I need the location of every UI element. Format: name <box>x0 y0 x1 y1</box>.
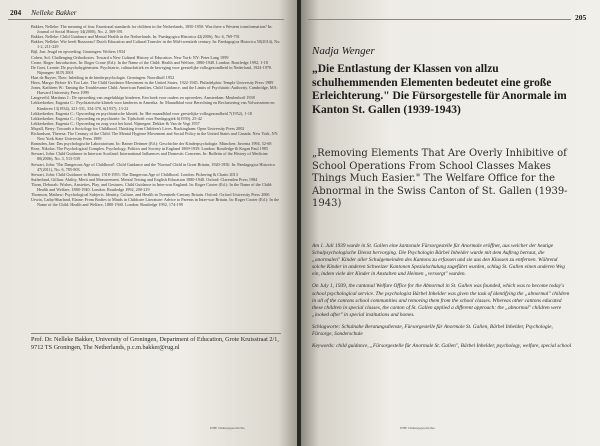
header-rule-left <box>8 19 284 20</box>
running-head-author: Nelleke Bakker <box>31 8 77 17</box>
reference-entry: Cohen, Sol: Challenging Orthodoxies. Toward a New Cultural History of Education. New York: NY: Peter Lang 1999 <box>31 54 229 60</box>
page-number-left: 204 <box>10 8 22 17</box>
author-note-rule <box>31 333 281 334</box>
reference-entry: Horn, Margo: Before It's Too Late. The Child Guidance Movement in the United States, 1922-1945. Philadelphia: Temple University Press 1989 <box>31 80 274 86</box>
page-footer-left: IJHE bildungsgeschichte <box>210 426 245 430</box>
reference-entry: Stewart, John: 'The Dangerous Age of Childhood': Child Guidance and the 'Normal' Child in Great Britain, 1920-1950. In: Paedagogica Historica 47(2011), No. 6, 785-803 <box>31 161 275 172</box>
reference-entry: Bakker, Nelleke: The meaning of fear. Emotional standards for children in the Netherlands, 1850-1950: Was there a Western transformation? In: Journal of Social History 34(2000), No. 2, 369-391 <box>31 24 273 35</box>
reference-entry: Richardson, Theresa: The Century of the Child. The Mental Hygiene Movement and Social Policy in the United States and Canada. New York, NY: New York State University Press 1989 <box>31 130 279 142</box>
reference-entry: Hart de Ruyter, Theo: Inleiding in de kinderpsychologie. Groningen: Noordhoff 1952 <box>31 74 175 80</box>
left-page <box>0 0 299 446</box>
page-footer-right: IJHE bildungsgeschichte <box>400 426 435 430</box>
article-author: Nadja Wenger <box>312 45 375 57</box>
reference-entry: Langeveld, Martinus J.: De opvoeding van ongelukkige kinderen. Een boek voor ouders en opvoeders. Amsterdam: Meulenhoff 1938 <box>31 95 255 101</box>
reference-entry: Lekkerkerker, Eugenia C.: Opvoeding en psychiatrie. In: Tijdschrift voor Paedagogiek 6(1939), 25-42 <box>31 115 202 121</box>
reference-entry: Crone, Roger: Introduction. In: Roger Crone (Ed.): In the Name of the Child: Health and Welfare, 1880-1940. London: Routledge 1992, 1-18 <box>31 59 268 65</box>
abstract-english: On July 1, 1939, the cantonal Welfare Office for the Abnormal in St. Gallen was founded, which was to become today's school psychological service. The psychologist Bärbel Inhelder was given the task of identifying the „abnormal" children in all of the cantons school communities and removing them from the school classes. Whereas other cantons educated these children in special classes, the canton of St. Gallen applied a different approach: the „abnormal" children were „looked after" in special institutions and homes. <box>312 283 570 318</box>
article-title-german: „Die Entlastung der Klassen von allzu schulhemmenden Elementen bedeutet eine große Erleichterung." Die Fürsorgestelle für Anormale im Kanton St. Gallen (1939-1943) <box>312 63 567 116</box>
abstract-german: Am 1. Juli 1939 wurde in St. Gallen eine kantonale Fürsorgestelle für Anormale eröffnet, aus welcher der heutige Schulpsychologische Dienst hervorging. Die Psychologin Bärbel Inhelder wurde mit dem Auftrag betraut, die „anormalen" Kinder aller Schulgemeinden des Kantons zu erfassen und sie aus den Klassen zu entfernen. Während solche Kinder in anderen Schweizer Kantonen Spezialschulung zugeführt wurden, schlug St. Gallen einen anderen Weg ein, indem viele der Kinder in Anstalten und Heimen „versorgt" wurden. <box>312 243 565 278</box>
reference-entry: Bakker, Nelleke: Wie heeft Rousseau? Dutch Education and Cultural Transfer in the Mid-twentieth century. In: Paedagogica Historica 50(2014), No. 1-2, 211-229 <box>31 39 281 50</box>
reference-entry: Lekkerkerker, Eugenia C.: Opvoeding en zorg voor het kind. Nijmegen: Dekker & Van de Vegt 1957 <box>31 120 200 126</box>
reference-entry: Lekkerkerker, Eugenia C.: Opvoeding en psychiatrische kliniek. In: Het maandblad voor geestelijke volksgezondheid 7(1952), 1-18 <box>31 110 253 116</box>
author-contact-note: Prof. Dr. Nelleke Bakker, University of Groningen, Department of Education, Grote Kruisstraat 2/1, 9712 TS Groningen, The Netherlands, p.c.m.bakker@rug.nl <box>31 336 279 351</box>
page-number-right: 205 <box>575 13 587 22</box>
reference-entry: Thom, Deborah: Wishes, Anxieties, Play, and Gestures. Child Guidance in Inter-war England. In: Roger Cooter (Ed.): In the Name of the Child: Health and Welfare, 1880-1940. London: Routledge 1992, 200-219 <box>31 181 273 192</box>
reference-entry: De Goei, Leonie: De psychohygiënisten. Psychiatrie, cultuurkritiek en de beweging voor geestelijke volksgezondheid in Nederland, 1924-1970. Nijmegen: SUN 2001 <box>31 64 273 75</box>
reference-entry: Sutherland, Gillian: Ability, Merit and Measurement. Mental Testing and English Education 1880-1940. Oxford: Clarendon Press 1984 <box>31 176 258 182</box>
reference-entry: Urwin, Cathy/Sharland, Elaine: From Bodies to Minds in Childcare Literature: Advice to Parents in Inter-war Britain. In: Roger Cooter (Ed.): In the Name of the Child: Health and Welfare, 1880-1940. London: Routledge 1992, 174-199 <box>31 197 279 208</box>
reference-entry: Bakker, Nelleke: Child Guidance and Mental Health in the Netherlands. In: Paedagogica Historica 42(2006), No. 6, 769-791 <box>31 34 240 40</box>
header-rule-right <box>308 19 571 20</box>
reference-entry: Thomson, Mathew: Psychological Subjects. Identity, Culture, and Health in Twentieth-Century Britain. Oxford: Oxford University Press 2006 <box>31 192 270 198</box>
keywords-german: Schlagworte: Schulnahe Beratungsdienste, Fürsorgestelle für Anormale St. Gallen, Bärbel Inhelder, Psychologie, Fürsorge, Sonderschule <box>312 323 553 338</box>
reference-entry: Jones, Kathleen W.: Taming the Troublesome Child. American Families, Child Guidance, and the Limits of Psychiatric Authority. Cambridge, MA: Harvard University Press 1999 <box>31 85 278 96</box>
reference-entry: Stewart, John: Child Guidance in Interwar Scotland: International Influences and Domestic Concerns. In: Bulletin of the History of Medicine 80(2006), No. 3, 513-539 <box>31 151 268 162</box>
article-title-english: „Removing Elements That Are Overly Inhibitive of School Operations From School Classes Makes Things Much Easier." The Welfare Office for the Abnormal in the Swiss Canton of St. Gallen (1939-1943) <box>312 148 568 209</box>
running-head-left <box>10 8 77 17</box>
reference-entry: Mayall, Berry: Towards a Sociology for Childhood. Thinking from Children's Lives. Buckingham: Open University Press 2002 <box>31 125 245 131</box>
reference-entry: Stewart, John: Child Guidance in Britain, 1918-1955: The Dangerous Age of Childhood. London: Pickering & Chatto 2013 <box>31 171 238 177</box>
reference-list <box>31 24 281 207</box>
reference-entry: Lekkerkerker, Eugenia C.: Psychiatrische kliniek voor kinderen in Amerika. In: Maandblad voor Berechting en Reclassering van Volwassenen en Kinderen 13(1934), 321-331, 354-370, 6(1937), 13-22 <box>31 100 275 111</box>
reference-entry: Ramsden, Jan: Das psychologische Laboratorium. In: Rainer Dettmer (Ed.): Geschichte der Kinderpsychologie. München: Juventa 1994, 52-68 <box>31 141 272 147</box>
reference-entry: Rose, Nikolas: The Psychological Complex. Psychology, Politics and Society in England 1869-1939. London: Routledge & Kegan Paul 1985 <box>31 146 269 152</box>
keywords-english: Keywords: child guidance, „Fürsorgestelle für Anormale St. Gallen", Bärbel Inhelder, psychology, welfare, special school <box>312 343 572 350</box>
reference-entry: Bijl, Jan: Jeugd en opvoeding. Groningen: Wolters 1934 <box>31 49 126 55</box>
abstract-block <box>312 243 572 355</box>
